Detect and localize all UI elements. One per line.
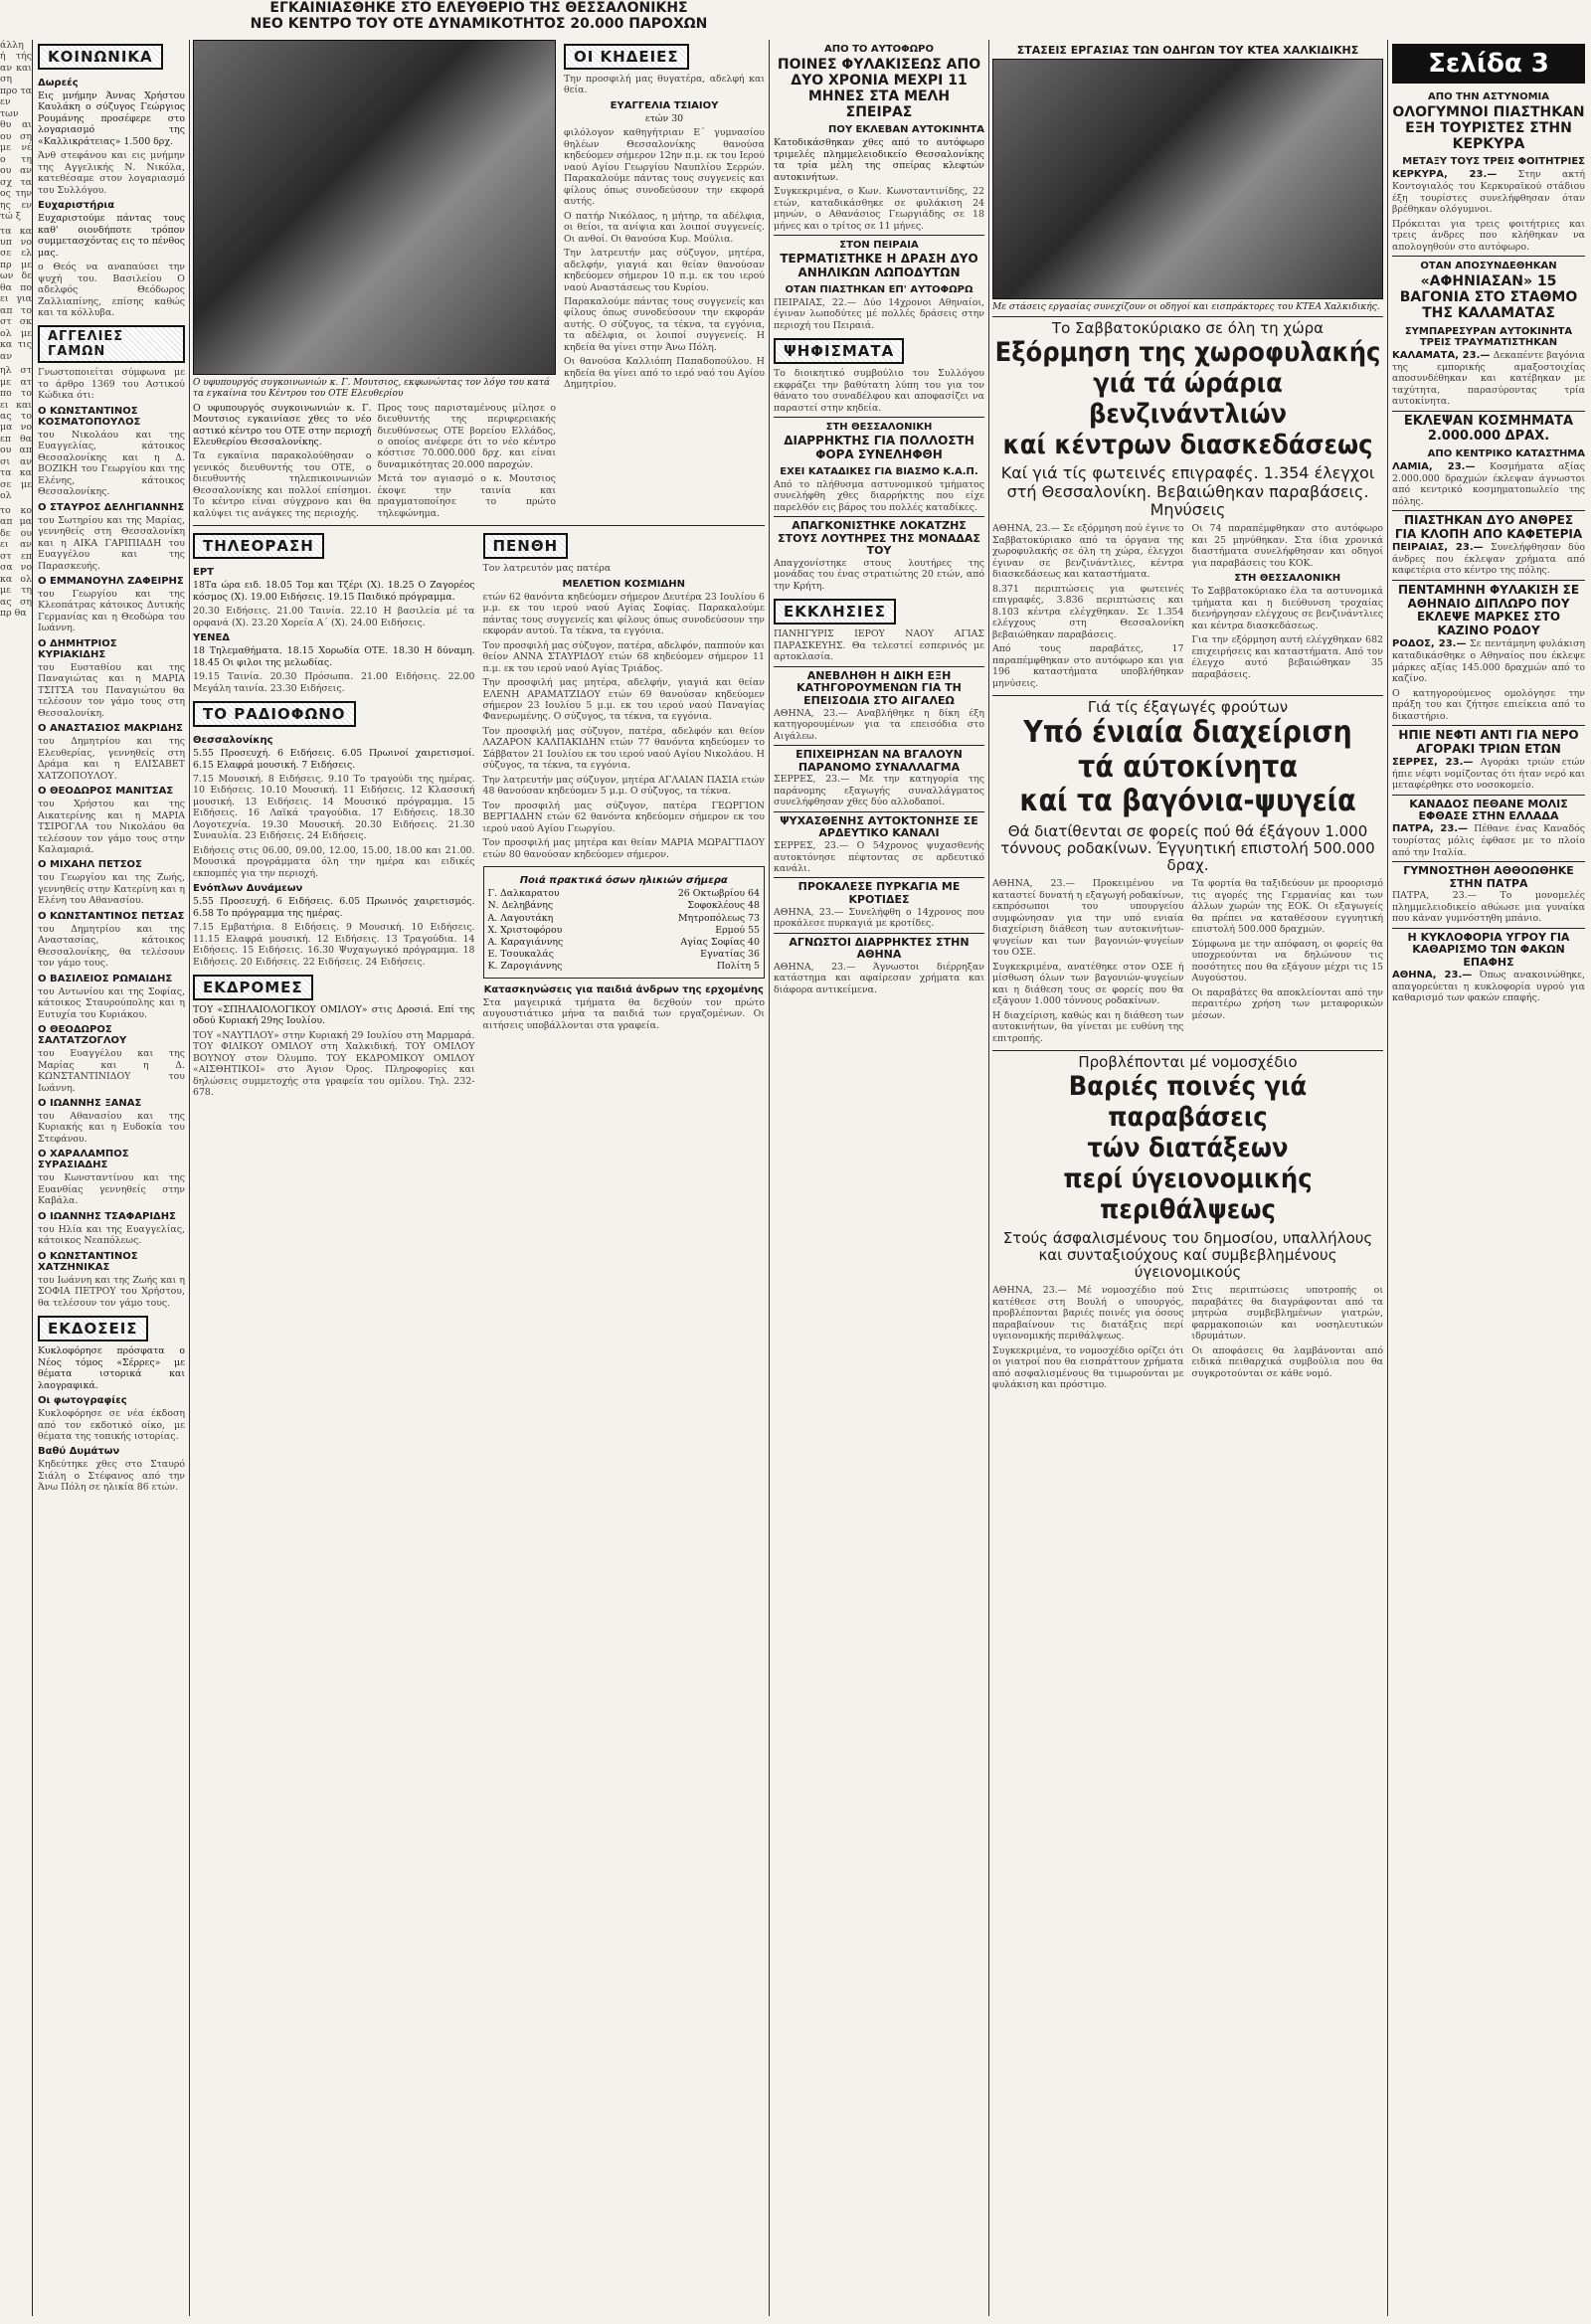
- court-headline-6: ΕΠΙΧΕΙΡΗΣΑΝ ΝΑ ΒΓΑΛΟΥΝ ΠΑΡΑΝΟΜΟ ΣΥΝΑΛΛΑΓΜΑ: [796, 748, 963, 774]
- court-headline-2: ΤΕΡΜΑΤΙΣΤΗΚΕ Η ΔΡΑΣΗ ΔΥΟ ΑΝΗΛΙΚΩΝ ΛΩΠΟΔΥΤΩΝ: [780, 252, 978, 279]
- ert-subheading: ΕΡΤ: [193, 567, 214, 579]
- column-rule: [189, 40, 190, 2316]
- gendarmerie-headline-2: γιά τά ώράρια βενζινάντλιών: [1088, 368, 1288, 431]
- police-subhead-1: ΜΕΤΑΞΥ ΤΟΥΣ ΤΡΕΙΣ ΦΟΙΤΗΤΡΙΕΣ: [1402, 156, 1585, 168]
- fruit-headline-1: Υπό ένιαία διαχείριση: [1023, 715, 1352, 751]
- column-rule: [988, 40, 989, 2316]
- dateline-athens: ΑΘΗΝΑ, 23.—: [1392, 969, 1473, 981]
- fruit-headline-2: τά αύτοκίνητα: [1078, 749, 1298, 785]
- court-text-1: Κατοδικάσθηκαν χθες από το αυτόφωρο τριμελές πλημμελειοδικείο Θεσσαλονίκης τα τρία μέλη της σπείρας κλεφτών αυτοκινήτων.: [774, 137, 984, 183]
- court-headline-3: ΔΙΑΡΡΗΚΤΗΣ ΓΙΑ ΠΟΛΛΟΣΤΗ ΦΟΡΑ ΣΥΝΕΛΗΦΘΗ: [784, 434, 974, 461]
- thessaloniki-radio-text: 5.55 Προσευχή. 6 Ειδήσεις. 6.05 Πρωινοί χαιρετισμοί. 6.15 Ελαφρά μουσική. 7 Ειδήσεις.: [193, 748, 475, 771]
- pharmacy-address: Ερμού 55: [715, 924, 760, 936]
- notice-name: Ο ΙΩΑΝΝΗΣ ΤΣΑΦΑΡΙΔΗΣ: [38, 1210, 176, 1222]
- notice-name: Ο ΙΩΑΝΝΗΣ ΞΑΝΑΣ: [38, 1098, 142, 1109]
- pharmacy-name: Γ. Δαλκαρατου: [487, 888, 560, 900]
- pharmacy-row: [488, 888, 761, 900]
- police-subhead-3: ΑΠΟ ΚΕΝΤΡΙΚΟ ΚΑΤΑΣΤΗΜΑ: [1427, 447, 1585, 459]
- thessaloniki-radio-subheading: Θεσσαλονίκης: [193, 735, 273, 747]
- police-headline-1: ΟΛΟΓΥΜΝΟΙ ΠΙΑΣΤΗΚΑΝ ΕΞΗ ΤΟΥΡΙΣΤΕΣ ΣΤΗΝ ΚΕΡΚΥΡΑ: [1392, 104, 1585, 153]
- notice-name: Ο ΕΜΜΑΝΟΥΗΛ ΖΑΦΕΙΡΗΣ: [38, 576, 184, 587]
- notice-name: Ο ΜΙΧΑΗΛ ΠΕΤΣΟΣ: [38, 859, 142, 871]
- pharmacies-heading: Ποιά πρακτικά όσων ηλικιών σήμερα: [519, 875, 728, 887]
- yened-text: 18 Τηλεμαθήματα. 18.15 Χορωδία ΟΤΕ. 18.30 Η δύναμη. 18.45 Οι φιλοι της μελωδίας.: [193, 645, 475, 668]
- tv-heading: ΤΗΛΕΟΡΑΣΗ: [193, 533, 324, 559]
- strike-banner: ΣΤΑΣΕΙΣ ΕΡΓΑΣΙΑΣ ΤΩΝ ΟΔΗΓΩΝ ΤΟΥ ΚΤΕΑ ΧΑΛΚΙΔΙΚΗΣ: [1016, 44, 1359, 57]
- pharmacies-list: [488, 888, 761, 974]
- gendarmerie-headline-1: Εξόρμηση της χωροφυλακής: [994, 337, 1381, 369]
- excursions-text: ΤΟΥ «ΣΠΗΛΑΙΟΛΟΓΙΚΟΥ ΟΜΙΛΟΥ» στις Δροσιά. Επί της οδού Κυριακή 29ης Ιουλίου.: [193, 1004, 475, 1027]
- fruit-headline-3: καί τα βαγόνια-ψυγεία: [1019, 784, 1356, 819]
- center-columns: [193, 40, 765, 2316]
- dateline-kalamata: ΚΑΛΑΜΑΤΑ, 23.—: [1392, 349, 1491, 361]
- gendarmerie-kicker: Το Σαββατοκύριακο σε όλη τη χώρα: [1051, 318, 1325, 337]
- donations-text: Εις μνήμην Άννας Χρήστου Καυλάκη ο σύζυγος Γεώργιος Ρουμάνης προσέφερε στο λογαριασμό της «Καλλικράτειας» 1.500 δρχ.: [38, 90, 185, 147]
- pharmacy-row: [488, 900, 761, 912]
- ote-text: Ο υφυπουργός συγκοινωνιών κ. Γ. Μουτσιος εγκαινίασε χθες το νέο αστικό κέντρο του ΟΤΕ στην περιοχή Ελευθερίου Θεσσαλονίκης.: [193, 402, 372, 447]
- notice-name: Ο ΚΩΝΣΤΑΝΤΙΝΟΣ ΚΟΣΜΑΤΟΠΟΥΛΟΣ: [38, 405, 141, 428]
- police-headline-9: Η ΚΥΚΛΟΦΟΡΙΑ ΥΓΡΟΥ ΓΙΑ ΚΑΘΑΡΙΣΜΟ ΤΩΝ ΦΑΚΩΝ ΕΠΑΦΗΣ: [1407, 930, 1570, 970]
- column-rule: [1387, 40, 1388, 2316]
- thanks-subheading: Ευχαριστήρια: [38, 200, 115, 212]
- police-headline-3: ΕΚΛΕΨΑΝ ΚΟΣΜΗΜΑΤΑ 2.000.000 ΔΡΑΧ.: [1403, 413, 1574, 444]
- thanks-text: Ευχαριστούμε πάντας τους καθ' οιονδήποτε τρόπον συμμετασχόντας εις το πένθος μας.: [38, 213, 185, 259]
- dateline-serres: ΣΕΡΡΕΣ, 23.—: [1392, 756, 1474, 768]
- dateline-patra: ΠΑΤΡΑ, 23.—: [1392, 823, 1469, 834]
- social-column: ΚΟΙΝΩΝΙΚΑ Δωρεές Εις μνήμην Άννας Χρήστου Καυλάκη ο σύζυγος Γεώργιος Ρουμάνης προσέφερε στο λογαριασμό της «Καλλικράτειας» 1.500 δρχ. Άνθ στεφάνου και εις μνήμην της Αγγελικής Ν. Νικόλα, κατεθέσαμε στον λογαριασμό του Συλλόγου. Ευχαριστήρια Ευχαριστούμε πάντας τους καθ' οιονδήποτε τρόπον συμμετασχόντας εις το πένθος μας. ο Θεός να αναπαύσει την ψυχή του. Βασιλείου Ο αδελφός Θεόδωρος Ζαλλιαπίνης, επίσης καθώς και τα κόλλυβα. ΑΓΓΕΛΙΕΣ ΓΑΜΩΝ Γνωστοποιείται σύμφωνα με το άρθρο 1369 του Αστικού Κώδικα ότι: Ο ΚΩΝΣΤΑΝΤΙΝΟΣ ΚΟΣΜΑΤΟΠΟΥΛΟΣ του Νικολάου και της Ευαγγελίας, κάτοικος Θεσσαλονίκης και η Δ. ΒΟΖΙΚΗ του Γεωργίου και της Ελένης, κάτοικος Θεσσαλονίκης. Ο ΣΤΑΥΡΟΣ ΔΕΛΗΓΙΑΝΝΗΣ του Σωτηρίου και της Μαρίας, γεννηθείς στη Θεσσαλονίκη και η ΑΙΚΑ ΓΑΡΙΠΙΑΔΗ του Ευαγγέλου και της Παρασκευής. Ο ΕΜΜΑΝΟΥΗΛ ΖΑΦΕΙΡΗΣ του Γεωργίου και της Κλεοπάτρας κάτοικος Δυτικής Γερμανίας και η Θεοδώρα του Ιωάννη. Ο ΔΗΜΗΤΡΙΟΣ ΚΥΡΙΑΚΙΔΗΣ του Ευσταθίου και της Παναγιώτας και η ΜΑΡΙΑ ΤΣΙΤΣΑ του Παναγιώτου θα τελέσουν τον γάμο τους στη Θεσσαλονίκη. Ο ΑΝΑΣΤΑΣΙΟΣ ΜΑΚΡΙΔΗΣ του Δημητρίου και της Ελευθερίας, γεννηθείς στη Δράμα και η ΕΛΙΣΑΒΕΤ ΧΑΤΖΟΠΟΥΛΟΥ. Ο ΘΕΟΔΩΡΟΣ ΜΑΝΙΤΣΑΣ του Χρήστου και της Αικατερίνης και η ΜΑΡΙΑ ΤΣΙΡΟΓΛΑ του Νικολάου θα τελέσουν τον γάμο τους στην Καλαμαριά. Ο ΜΙΧΑΗΛ ΠΕΤΣΟΣ του Γεωργίου και της Ζωής, γεννηθείς στην Κατερίνη και η Ελένη του Αθανασίου. Ο ΚΩΝΣΤΑΝΤΙΝΟΣ ΠΕΤΣΑΣ του Δημητρίου και της Αναστασίας, κάτοικος Θεσσαλονίκης, θα τελέσουν τον γάμο τους. Ο ΒΑΣΙΛΕΙΟΣ ΡΩΜΑΙΔΗΣ του Αντωνίου και της Σοφίας, κάτοικος Σταυρούπολης και η Ευτυχία του Κυριάκου. Ο ΘΕΟΔΩΡΟΣ ΣΑΛΤΑΤΖΟΓΛΟΥ του Ευαγγέλου και της Μαρίας και η Δ. ΚΩΝΣΤΑΝΤΙΝΙΔΟΥ του Ιωάννη. Ο ΙΩΑΝΝΗΣ ΞΑΝΑΣ του Αθανασίου και της Κυριακής και η Ευδοκία του Στεφάνου. Ο ΧΑΡΑΛΑΜΠΟΣ ΣΥΡΑΣΙΑΔΗΣ του Κωνσταντίνου και της Ευανθίας γεννηθείς στην Καβάλα. Ο ΙΩΑΝΝΗΣ ΤΣΑΦΑΡΙΔΗΣ του Ηλία και της Ευαγγελίας, κάτοικος Νεαπόλεως. Ο ΚΩΝΣΤΑΝΤΙΝΟΣ ΧΑΤΖΗΝΙΚΑΣ του Ιωάννη και της Ζωής και η ΣΟΦΙΑ ΠΕΤΡΟΥ του Χρήστου, θα τελέσουν τον γάμο τους. ΕΚΔΟΣΕΙΣ Κυκλοφόρησε πρόσφατα ο Νέος τόμος «Σέρρες» με θέματα ιστορικά και λαογραφικά. Οι φωτογραφίες Κυκλοφόρησε σε νέα έκδοση από τον εκδοτικό οίκο, με θέματα της τοπικής ιστορίας. Βαθύ Δυμάτων Κηδεύτηκε χθες στο Σταυρό Σιάλη ο Στέφανος από την Άνω Πόλη σε ηλικία 86 ετών.: [38, 40, 185, 2316]
- court-headline-7: ΨΥΧΑΣΘΕΝΗΣ ΑΥΤΟΚΤΟΝΗΣΕ ΣΕ ΑΡΔΕΥΤΙΚΟ ΚΑΝΑΛΙ: [780, 813, 978, 840]
- court-headline-4: ΑΠΑΓΚΟΝΙΣΤΗΚΕ ΛΟΚΑΤΖΗΣ ΣΤΟΥΣ ΛΟΥΤΗΡΕΣ ΤΗΣ ΜΟΝΑΔΑΣ ΤΟΥ: [778, 519, 980, 558]
- mourning-heading: ΠΕΝΘΗ: [483, 533, 569, 559]
- notice-name: Ο ΒΑΣΙΛΕΙΟΣ ΡΩΜΑΙΔΗΣ: [38, 973, 173, 984]
- dateline-rhodes: ΡΟΔΟΣ, 23.—: [1392, 638, 1467, 649]
- notice-name: Ο ΑΝΑΣΤΑΣΙΟΣ ΜΑΚΡΙΔΗΣ: [38, 723, 184, 735]
- pharmacy-address: Αγίας Σοφίας 40: [680, 936, 760, 948]
- police-headline-8: ΓΥΜΝΟΣΤΗΘΗ ΑΘΘΟΩΘΗΚΕ ΣΤΗΝ ΠΑΤΡΑ: [1403, 864, 1574, 890]
- court-headline-8: ΠΡΟΚΑΛΕΣΕ ΠΥΡΚΑΓΙΑ ΜΕ ΚΡΟΤΙΔΕΣ: [797, 880, 961, 907]
- radio-heading: ΤΟ ΡΑΔΙΟΦΩΝΟ: [193, 701, 356, 727]
- koinonika-heading: ΚΟΙΝΩΝΙΚΑ: [38, 44, 163, 70]
- court-kicker: ΑΠΟ ΤΟ ΑΥΤΟΦΩΡΟ: [823, 44, 935, 55]
- pharmacy-name: Χ. Χριστοφόρου: [487, 924, 563, 936]
- armed-forces-radio-subheading: Ενόπλων Δυνάμεων: [193, 883, 303, 895]
- wedding-notices-heading: ΑΓΓΕΛΙΕΣ ΓΑΜΩΝ: [38, 325, 185, 363]
- publications-text: Κυκλοφόρησε πρόσφατα ο Νέος τόμος «Σέρρες» με θέματα ιστορικά και λαογραφικά.: [38, 1345, 185, 1391]
- notice-name: Ο ΚΩΝΣΤΑΝΤΙΝΟΣ ΧΑΤΖΗΝΙΚΑΣ: [38, 1250, 138, 1273]
- funeral-age: ετών 30: [644, 112, 684, 124]
- dateline-lamia: ΛΑΜΙΑ, 23.—: [1392, 460, 1476, 472]
- health-kicker: Προβλέπονται μέ νομοσχέδιο: [1078, 1053, 1298, 1072]
- pharmacies-box: [483, 866, 766, 979]
- pharmacy-name: Α. Λαγουτάκη: [487, 912, 554, 924]
- court-headline-5: ΑΝΕΒΛΗΘΗ Η ΔΙΚΗ ΕΞΗ ΚΑΤΗΓΟΡΟΥΜΕΝΩΝ ΓΙΑ ΤΗ ΕΠΕΙΣΟΔΙΑ ΣΤΟ ΑΙΓΑΛΕΩ: [796, 668, 962, 708]
- health-headline-2: τών διατάξεων: [1087, 1133, 1289, 1164]
- notice-name: Ο ΣΤΑΥΡΟΣ ΔΕΛΗΓΙΑΝΝΗΣ: [38, 501, 185, 513]
- police-kicker-2: ΟΤΑΝ ΑΠΟΣΥΝΔΕΘΗΚΑΝ: [1420, 261, 1557, 272]
- resolutions-heading: ΨΗΦΙΣΜΑΤΑ: [774, 338, 904, 364]
- tv-radio-column: ΤΗΛΕΟΡΑΣΗ ΕΡΤ 18Τα ώρα ειδ. 18.05 Τομ και Τζέρι (Χ). 18.25 Ο Ζαγορέος κόσμος (Χ). 19.00 Ειδήσεις. 19.15 Παιδικό πρόγραμμα. 20.30 Ειδήσεις. 21.00 Ταινία. 22.10 Η βασιλεία μέ τα ορφανά (Χ). 23.20 Χορεία Α΄ (Χ). 24.00 Ειδήσεις. ΥΕΝΕΔ 18 Τηλεμαθήματα. 18.15 Χορωδία ΟΤΕ. 18.30 Η δύναμη. 18.45 Οι φιλοι της μελωδίας. 19.15 Ταινία. 20.30 Πρόσωπα. 21.00 Ειδήσεις. 22.00 Μεγάλη ταινία. 23.30 Ειδήσεις. ΤΟ ΡΑΔΙΟΦΩΝΟ Θεσσαλονίκης 5.55 Προσευχή. 6 Ειδήσεις. 6.05 Πρωινοί χαιρετισμοί. 6.15 Ελαφρά μουσική. 7 Ειδήσεις. 7.15 Μουσική. 8 Ειδήσεις. 9.10 Το τραγούδι της ημέρας. 10 Ειδήσεις. 10.10 Μουσική. 11 Ειδήσεις. 12 Κλασσική μουσική. 13 Ειδήσεις. 14 Μουσικό πρόγραμμα. 15 Ειδήσεις. 16 Λαϊκά τραγούδια. 17 Ειδήσεις. 18.30 Λογοτεχνία. 19.30 Μουσική. 20.30 Ειδήσεις. 21.30 Συναυλία. 23 Ειδήσεις. 24 Ειδήσεις. Ειδήσεις στις 06.00, 09.00, 12.00, 15.00, 18.00 και 21.00. Μουσικά προγράμματα όλη την ημέρα και ειδικές εκπομπές για την περιοχή. Ενόπλων Δυνάμεων 5.55 Προσευχή. 6 Ειδήσεις. 6.05 Πρωινός χαιρετισμός. 6.58 Το πρόγραμμα της ημέρας. 7.15 Εμβατήρια. 8 Ειδήσεις. 9 Μουσική. 10 Ειδήσεις. 11.15 Ελαφρά μουσική. 12 Ειδήσεις. 13 Τραγούδια. 14 Ειδήσεις. 15 Ειδήσεις. 16.30 Ψυχαγωγικό πρόγραμμα. 18 Ειδήσεις. 20 Ειδήσεις. 22 Ειδήσεις. 24 Ειδήσεις. ΕΚΔΡΟΜΕΣ ΤΟΥ «ΣΠΗΛΑΙΟΛΟΓΙΚΟΥ ΟΜΙΛΟΥ» στις Δροσιά. Επί της οδού Κυριακή 29ης Ιουλίου. ΤΟΥ «ΝΑΥΤΙΛΟΥ» στην Κυριακή 29 Ιουλίου στη Μαρμαρά. ΤΟΥ ΦΙΛΙΚΟΥ ΟΜΙΛΟΥ στη Χαλκιδική. ΤΟΥ ΟΜΙΛΟΥ ΒΟΥΝΟΥ στον Όλυμπο. ΤΟΥ ΕΚΔΡΟΜΙΚΟΥ ΟΜΙΛΟΥ «ΑΙΣΘΗΤΙΚΟΙ» στο Άγιον Όρος. Πληροφορίες και δηλώσεις συμμετοχής στα γραφεία του ομίλου. Τηλ. 232-678.: [193, 529, 475, 1101]
- pharmacy-row: [488, 961, 761, 973]
- funerals-column: ΟΙ ΚΗΔΕΙΕΣ Την προσφιλή μας θυγατέρα, αδελφή και θεία. ΕΥΑΓΓΕΛΙΑ ΤΣΙΑΙΟΥ ετών 30 φιλόλογον καθηγήτριαν Ε΄ γυμνασίου θηλέων Θεσσαλονίκης θανούσα κηδεύομεν σήμερον 12ην π.μ. εκ του Ιερού ναού Αγίου Γεωργίου Ναυπλίου Σερρών. Παρακαλούμε πάντας τους συγγενείς και φίλους όπως συνοδεύσουν την εκφορά αυτής. Ο πατήρ Νικόλαος, η μήτηρ, τα αδέλφια, οι θείοι, τα ανίψια και λοιποί συγγενείς. Οι ανθοί. Οι θανούσα Κυρ. Μούλια. Την λατρευτήν μας σύζυγον, μητέρα, αδελφήν, γιαγιά και θείαν θανούσαν κηδεύομεν σήμερον 10 π.μ. εκ του ιερού ναού Αναστάσεως του Κυρίου. Παρακαλούμε πάντας τους συγγενείς και φίλους όπως συνοδεύσουν την εκφοράν αυτής. Ο σύζυγος, τα τέκνα, τα εγγόνια, τα αδέλφια, οι λοιποί συγγενείς. Η κηδεία θα γίνει στην Άνω Πόλη. Οι θανούσα Καλλιόπη Παπαδοπούλου. Η κηδεία θα γίνει από το ιερό ναό του Αγίου Δημητρίου.: [564, 40, 765, 522]
- police-subhead-2: ΣΥΜΠΑΡΕΣΥΡΑΝ ΑΥΤΟΚΙΝΗΤΑ ΤΡΕΙΣ ΤΡΑΥΜΑΤΙΣΤΗΚΑΝ: [1404, 325, 1573, 348]
- funerals-heading: ΟΙ ΚΗΔΕΙΕΣ: [564, 44, 689, 70]
- mourning-column: ΠΕΝΘΗ Τον λατρευτόν μας πατέρα ΜΕΛΕΤΙΟΝ ΚΟΣΜΙΔΗΝ ετών 62 θανόντα κηδεύομεν σήμερον Δευτέρα 23 Ιουλίου 6 μ.μ. εκ του ιερού ναού Αγίας Σοφίας. Παρακαλούμε πάντας τους συγγενείς και φίλους όπως συνοδεύσουν την εκφοράν αυτού. Τα τέκνα, τα εγγόνια. Τον προσφιλή μας σύζυγον, πατέρα, αδελφόν, παππούν και θείον ΑΝΝΑ ΣΤΑΥΡΙΔΟΥ ετών 68 κηδεύομεν σήμερον 11 π.μ. εκ του ιερού ναού Αγίας Τριάδος. Την προσφιλή μας μητέρα, αδελφήν, γιαγιά και θείαν ΕΛΕΝΗ ΑΡΑΜΑΤΖΙΔΟΥ ετών 69 θανούσαν κηδεύομεν σήμερον 23 Ιουλίου 5 μ.μ. εκ του ιερού ναού Παναγίας Φανερωμένης. Ο σύζυγος, τα τέκνα, τα εγγόνια. Τον προσφιλή μας σύζυγον, πατέρα, αδελφόν και θείον ΛΑΖΑΡΟΝ ΚΑΛΠΑΚΙΔΗΝ ετών 77 θανόντα κηδεύομεν το Σάββατον 21 Ιουλίου εκ του ιερού ναού Αγίου Νικολάου. Η σύζυγος, τα τέκνα, τα εγγόνια. Την λατρευτήν μας σύζυγον, μητέρα ΑΓΛΑΙΑΝ ΠΑΣΙΑ ετών 48 θανούσαν κηδεύομεν 5 μ.μ. Ο σύζυγος, τα τέκνα. Τον προσφιλή μας σύζυγον, πατέρα ΓΕΩΡΓΙΟΝ ΒΕΡΓΙΑΔΗΝ ετών 62 θανόντα κηδεύομεν σήμερον εκ του ιερού ναού Αγίου Γεωργίου. Τον προσφιλή μας μητέρα και θείαν ΜΑΡΙΑ ΜΩΡΑΓΤΙΔΟΥ ετών 80 θανούσαν κηδεύομεν σήμερον. Ποιά πρακτικά όσων ηλικιών σήμερα Γ. Δαλκαρατου 26 Οκτωβρίου 64 Ν. Δεληβάνης Σοφοκλέους 48 Α. Λαγουτάκη Μητροπόλεως 73 Χ. Χριστοφόρου Ερμού 55 Α. Καραγιάννης Αγίας Σοφίας 40 Ε. Τσουκαλάς Εγνατίας 36 Κ. Ζαρογιάννης Πολίτη 5 Κατασκηνώσεις για παιδιά άνδρων της ερχομένης Στα μαγειρικά τμήματα θα δεχθούν τον πρώτο αυγουστιάτικο μήνα τα παιδιά των εργαζομένων. Οι αιτήσεις υποβάλλονται στα γραφεία.: [483, 529, 766, 1101]
- health-deck: Στούς άσφαλισμένους του δημοσίου, υπαλλήλους και συνταξιούχους καί συμβεβλημένους ύγειονομικούς: [1002, 1228, 1373, 1282]
- gendarmerie-headline-3: καί κέντρων διασκεδάσεως: [1002, 430, 1373, 461]
- publications-heading: ΕΚΔΟΣΕΙΣ: [38, 1316, 148, 1341]
- pharmacy-row: [488, 949, 761, 961]
- donations-subheading: Δωρεές: [38, 78, 79, 89]
- ote-caption: Ο υφυπουργός συγκοινωνιών κ. Γ. Μουτσιος, εκφωνώντας τον λόγο του κατά τα εγκαίνια του Κέντρου του ΟΤΕ Ελευθερίου: [193, 378, 551, 399]
- notice-name: Ο ΚΩΝΣΤΑΝΤΙΝΟΣ ΠΕΤΣΑΣ: [38, 910, 185, 922]
- court-subhead-2: ΟΤΑΝ ΠΙΑΣΤΗΚΑΝ ΕΠ' ΑΥΤΟΦΩΡΩ: [785, 283, 973, 295]
- pharmacy-row: [488, 913, 761, 925]
- churches-heading: ΕΚΚΛΗΣΙΕΣ: [774, 599, 896, 625]
- armed-forces-radio-text: 5.55 Προσευχή. 6 Ειδήσεις. 6.05 Πρωινός χαιρετισμός. 6.58 Το πρόγραμμα της ημέρας.: [193, 896, 475, 919]
- pharmacy-name: Ε. Τσουκαλάς: [487, 949, 555, 961]
- ert-text: 18Τα ώρα ειδ. 18.05 Τομ και Τζέρι (Χ). 18.25 Ο Ζαγορέος κόσμος (Χ). 19.00 Ειδήσεις. 19.15 Παιδικό πρόγραμμα.: [193, 580, 475, 603]
- notice-name: Ο ΘΕΟΔΩΡΟΣ ΣΑΛΤΑΤΖΟΓΛΟΥ: [38, 1024, 127, 1047]
- court-subhead-3: ΕΧΕΙ ΚΑΤΑΔΙΚΕΣ ΓΙΑ ΒΙΑΣΜΟ Κ.Α.Π.: [780, 465, 978, 477]
- dateline-kerkyra: ΚΕΡΚΥΡΑ, 23.—: [1392, 169, 1498, 181]
- pharmacy-address: Εγνατίας 36: [700, 949, 760, 961]
- gendarmerie-deck: Καί γιά τίς φωτεινές επιγραφές. 1.354 έλεγχοι στή Θεσσαλονίκη. Βεβαιώθηκαν παραβάσεις. Μηνύσεις: [1000, 463, 1375, 520]
- fruit-deck: Θά διατίθενται σε φορείς πού θά έξάγουν 1.000 τόννους ροδακίνων. Έγγυητική επιστολή 500.000 δραχ.: [1000, 821, 1375, 875]
- excursions-heading: ΕΚΔΡΟΜΕΣ: [193, 975, 313, 1000]
- notice-name: Ο ΔΗΜΗΤΡΙΟΣ ΚΥΡΙΑΚΙΔΗΣ: [38, 637, 117, 660]
- notice-name: Ο ΘΕΟΔΩΡΟΣ ΜΑΝΙΤΣΑΣ: [38, 786, 174, 798]
- health-headline-3: περί ύγειονομικής περιθάλψεως: [1063, 1163, 1313, 1226]
- pharmacy-address: 26 Οκτωβρίου 64: [677, 888, 760, 900]
- court-headline-1: ΠΟΙΝΕΣ ΦΥΛΑΚΙΣΕΩΣ ΑΠΟ ΔΥΟ ΧΡΟΝΙΑ ΜΕΧΡΙ 11 ΜΗΝΕΣ ΣΤΑ ΜΕΛΗ ΣΠΕΙΡΑΣ: [777, 57, 981, 121]
- pharmacy-name: Α. Καραγιάννης: [487, 936, 564, 948]
- wedding-notices-list: Ο ΚΩΝΣΤΑΝΤΙΝΟΣ ΚΟΣΜΑΤΟΠΟΥΛΟΣ του Νικολάου και της Ευαγγελίας, κάτοικος Θεσσαλονίκης και η Δ. ΒΟΖΙΚΗ του Γεωργίου και της Ελένης, κάτοικος Θεσσαλονίκης. Ο ΣΤΑΥΡΟΣ ΔΕΛΗΓΙΑΝΝΗΣ του Σωτηρίου και της Μαρίας, γεννηθείς στη Θεσσαλονίκη και η ΑΙΚΑ ΓΑΡΙΠΙΑΔΗ του Ευαγγέλου και της Παρασκευής. Ο ΕΜΜΑΝΟΥΗΛ ΖΑΦΕΙΡΗΣ του Γεωργίου και της Κλεοπάτρας κάτοικος Δυτικής Γερμανίας και η Θεοδώρα του Ιωάννη. Ο ΔΗΜΗΤΡΙΟΣ ΚΥΡΙΑΚΙΔΗΣ του Ευσταθίου και της Παναγιώτας και η ΜΑΡΙΑ ΤΣΙΤΣΑ του Παναγιώτου θα τελέσουν τον γάμο τους στη Θεσσαλονίκη. Ο ΑΝΑΣΤΑΣΙΟΣ ΜΑΚΡΙΔΗΣ του Δημητρίου και της Ελευθερίας, γεννηθείς στη Δράμα και η ΕΛΙΣΑΒΕΤ ΧΑΤΖΟΠΟΥΛΟΥ. Ο ΘΕΟΔΩΡΟΣ ΜΑΝΙΤΣΑΣ του Χρήστου και της Αικατερίνης και η ΜΑΡΙΑ ΤΣΙΡΟΓΛΑ του Νικολάου θα τελέσουν τον γάμο τους στην Καλαμαριά. Ο ΜΙΧΑΗΛ ΠΕΤΣΟΣ του Γεωργίου και της Ζωής, γεννηθείς στην Κατερίνη και η Ελένη του Αθανασίου. Ο ΚΩΝΣΤΑΝΤΙΝΟΣ ΠΕΤΣΑΣ του Δημητρίου και της Αναστασίας, κάτοικος Θεσσαλονίκης, θα τελέσουν τον γάμο τους. Ο ΒΑΣΙΛΕΙΟΣ ΡΩΜΑΙΔΗΣ του Αντωνίου και της Σοφίας, κάτοικος Σταυρούπολης και η Ευτυχία του Κυριάκου. Ο ΘΕΟΔΩΡΟΣ ΣΑΛΤΑΤΖΟΓΛΟΥ του Ευαγγέλου και της Μαρίας και η Δ. ΚΩΝΣΤΑΝΤΙΝΙΔΟΥ του Ιωάννη. Ο ΙΩΑΝΝΗΣ ΞΑΝΑΣ του Αθανασίου και της Κυριακής και η Ευδοκία του Στεφάνου. Ο ΧΑΡΑΛΑΜΠΟΣ ΣΥΡΑΣΙΑΔΗΣ του Κωνσταντίνου και της Ευανθίας γεννηθείς στην Καβάλα. Ο ΙΩΑΝΝΗΣ ΤΣΑΦΑΡΙΔΗΣ του Ηλία και της Ευαγγελίας, κάτοικος Νεαπόλεως. Ο ΚΩΝΣΤΑΝΤΙΝΟΣ ΧΑΤΖΗΝΙΚΑΣ του Ιωάννη και της Ζωής και η ΣΟΦΙΑ ΠΕΤΡΟΥ του Χρήστου, θα τελέσουν τον γάμο τους.: [38, 405, 185, 1309]
- pharmacy-name: Ν. Δεληβάνης: [487, 900, 554, 912]
- police-headline-6: ΗΠΙΕ ΝΕΦΤΙ ΑΝΤΙ ΓΙΑ ΝΕΡΟ ΑΓΟΡΑΚΙ ΤΡΙΩΝ ΕΤΩΝ: [1398, 728, 1579, 756]
- ote-banner-line2: ΝΕΟ ΚΕΝΤΡΟ ΤΟΥ ΟΤΕ ΔΥΝΑΜΙΚΟΤΗΤΟΣ 20.000 ΠΑΡΟΧΩΝ: [250, 16, 708, 32]
- yened-subheading: ΥΕΝΕΔ: [193, 632, 231, 644]
- ote-banner-line1: ΕΓΚΑΙΝΙΑΣΘΗΚΕ ΣΤΟ ΕΛΕΥΘΕΡΙΟ ΤΗΣ ΘΕΣΣΑΛΟΝΙΚΗΣ: [269, 0, 688, 16]
- thessaloniki-subhead: ΣΤΗ ΘΕΣΣΑΛΟΝΙΚΗ: [1234, 573, 1341, 585]
- strike-caption: Με στάσεις εργασίας συνεχίζουν οι οδηγοί και εισπράκτορες του ΚΤΕΑ Χαλκιδικής.: [992, 302, 1380, 312]
- camps-heading: Κατασκηνώσεις για παιδιά άνδρων της ερχομένης: [483, 983, 764, 995]
- police-headline-4: ΠΙΑΣΤΗΚΑΝ ΔΥΟ ΑΝΘΡΕΣ ΓΙΑ ΚΛΟΠΗ ΑΠΟ ΚΑΦΕΤΕΡΙΑ: [1394, 513, 1583, 541]
- pharmacy-address: Μητροπόλεως 73: [678, 912, 760, 924]
- pharmacy-name: Κ. Ζαρογιάννης: [487, 961, 563, 973]
- police-headline-2: «ΑΦΗΝΙΑΣΑΝ» 15 ΒΑΓΟΝΙΑ ΣΤΟ ΣΤΑΘΜΟ ΤΗΣ ΚΑΛΑΜΑΤΑΣ: [1399, 273, 1578, 322]
- photos-subheading: Οι φωτογραφίες: [38, 1395, 127, 1407]
- pharmacy-address: Σοφοκλέους 48: [687, 900, 760, 912]
- court-news-column: ΑΠΟ ΤΟ ΑΥΤΟΦΩΡΟ ΠΟΙΝΕΣ ΦΥΛΑΚΙΣΕΩΣ ΑΠΟ ΔΥΟ ΧΡΟΝΙΑ ΜΕΧΡΙ 11 ΜΗΝΕΣ ΣΤΑ ΜΕΛΗ ΣΠΕΙΡΑΣ ΠΟΥ ΕΚΛΕΒΑΝ ΑΥΤΟΚΙΝΗΤΑ Κατοδικάσθηκαν χθες από το αυτόφωρο τριμελές πλημμελειοδικείο Θεσσαλονίκης τα τρία μέλη της σπείρας κλεφτών αυτοκινήτων. Συγκεκριμένα, ο Κων. Κωνσταντινίδης, 22 ετών, καταδικάσθηκε σε φυλάκιση 24 μηνών, ο Αθανάσιος Γεωργιάδης σε 18 μήνες και ο τρίτος σε 11 μήνες. ΣΤΟΝ ΠΕΙΡΑΙΑ ΤΕΡΜΑΤΙΣΤΗΚΕ Η ΔΡΑΣΗ ΔΥΟ ΑΝΗΛΙΚΩΝ ΛΩΠΟΔΥΤΩΝ ΟΤΑΝ ΠΙΑΣΤΗΚΑΝ ΕΠ' ΑΥΤΟΦΩΡΩ ΠΕΙΡΑΙΑΣ, 22.— Δύο 14χρονοι Αθηναίοι, έγιναν λωποδύτες μέ πολλές δράσεις στην περιοχή του Πειραιά. ΨΗΦΙΣΜΑΤΑ Το διοικητικό συμβούλιο του Συλλόγου εκφράζει την βαθύτατη λύπη του για τον θάνατο του συναδέλφου και αποφασίζει να παραστεί στην κηδεία. ΣΤΗ ΘΕΣΣΑΛΟΝΙΚΗ ΔΙΑΡΡΗΚΤΗΣ ΓΙΑ ΠΟΛΛΟΣΤΗ ΦΟΡΑ ΣΥΝΕΛΗΦΘΗ ΕΧΕΙ ΚΑΤΑΔΙΚΕΣ ΓΙΑ ΒΙΑΣΜΟ Κ.Α.Π. Από το πλήθυσμα αστυνομικού τμήματος συνελήφθη χθες διαρρήκτης που είχε παρελθόν εις βάρος του πολλές καταδίκες. ΑΠΑΓΚΟΝΙΣΤΗΚΕ ΛΟΚΑΤΖΗΣ ΣΤΟΥΣ ΛΟΥΤΗΡΕΣ ΤΗΣ ΜΟΝΑΔΑΣ ΤΟΥ Απαγχονίστηκε στους λουτήρες της μονάδας του ένας στρατιώτης 20 ετών, από την Κρήτη. ΕΚΚΛΗΣΙΕΣ ΠΑΝΗΓΥΡΙΣ ΙΕΡΟΥ ΝΑΟΥ ΑΓΙΑΣ ΠΑΡΑΣΚΕΥΗΣ. Θα τελεστεί εσπερινός με αρτοκλασία. ΑΝΕΒΛΗΘΗ Η ΔΙΚΗ ΕΞΗ ΚΑΤΗΓΟΡΟΥΜΕΝΩΝ ΓΙΑ ΤΗ ΕΠΕΙΣΟΔΙΑ ΣΤΟ ΑΙΓΑΛΕΩ ΑΘΗΝΑ, 23.— Αναβλήθηκε η δίκη έξη κατηγορουμένων για τα επεισόδια στο Αιγάλεω. ΕΠΙΧΕΙΡΗΣΑΝ ΝΑ ΒΓΑΛΟΥΝ ΠΑΡΑΝΟΜΟ ΣΥΝΑΛΛΑΓΜΑ ΣΕΡΡΕΣ, 23.— Με την κατηγορία της παράνομης εξαγωγής συναλλάγματος συνελήφθησαν χθες δύο αλλοδαποί. ΨΥΧΑΣΘΕΝΗΣ ΑΥΤΟΚΤΟΝΗΣΕ ΣΕ ΑΡΔΕΥΤΙΚΟ ΚΑΝΑΛΙ ΣΕΡΡΕΣ, 23.— Ο 54χρονος ψυχασθενής αυτοκτόνησε πέφτοντας σε αρδευτικό κανάλι. ΠΡΟΚΑΛΕΣΕ ΠΥΡΚΑΓΙΑ ΜΕ ΚΡΟΤΙΔΕΣ ΑΘΗΝΑ, 23.— Συνελήφθη ο 14χρονος που προκάλεσε πυρκαγιά με κροτίδες. ΑΓΝΩΣΤΟΙ ΔΙΑΡΡΗΚΤΕΣ ΣΤΗΝ ΑΘΗΝΑ ΑΘΗΝΑ, 23.— Άγνωστοι διέρρηξαν κατάστημα και αφαίρεσαν χρήματα και διάφορα αντικείμενα.: [774, 44, 984, 995]
- fruit-kicker: Γιά τίς έξαγωγές φρούτων: [1087, 697, 1289, 716]
- pharmacy-row: [488, 925, 761, 937]
- dateline-piraeus: ΠΕΙΡΑΙΑΣ, 23.—: [1392, 541, 1484, 553]
- strike-photo: [992, 59, 1383, 299]
- mourning-name: ΜΕΛΕΤΙΟΝ ΚΟΣΜΙΔΗΝ: [562, 578, 685, 590]
- pharmacy-address: Πολίτη 5: [716, 961, 760, 973]
- left-cut-column: άλλη ή τής αν και ση προ τα εν των θυ αι ου ση με νέ ο τη ου αν σχ τα ος την ης εν τώ ξ τα κα υπ νο σε ελ πρ με ων δε θα πο ει για απ το στ σκ ολ με κα τις αν ηλ στ με ατ πο το ει και ας το μα νο επ θα ου απ σι αν τα κα σε με ολ το κο απ μα δε ου ει αν στ επ σα νο κα ολ με τη ας ση πρ θα: [0, 40, 33, 2316]
- column-rule: [769, 40, 770, 2316]
- police-news-column: ΑΠΟ ΤΗΝ ΑΣΤΥΝΟΜΙΑ ΟΛΟΓΥΜΝΟΙ ΠΙΑΣΤΗΚΑΝ ΕΞΗ ΤΟΥΡΙΣΤΕΣ ΣΤΗΝ ΚΕΡΚΥΡΑ ΜΕΤΑΞΥ ΤΟΥΣ ΤΡΕΙΣ ΦΟΙΤΗΤΡΙΕΣ ΚΕΡΚΥΡΑ, 23.— Στην ακτή Κοντογιαλός του Κερκυραϊκού στάδιου έξη τουρίστες συνελήφθησαν όταν βρέθηκαν ολόγυμνοι. Πρόκειται για τρεις φοιτήτριες και τρεις άνδρες που κλήθηκαν να απολογηθούν στο αυτόφωρο. ΟΤΑΝ ΑΠΟΣΥΝΔΕΘΗΚΑΝ «ΑΦΗΝΙΑΣΑΝ» 15 ΒΑΓΟΝΙΑ ΣΤΟ ΣΤΑΘΜΟ ΤΗΣ ΚΑΛΑΜΑΤΑΣ ΣΥΜΠΑΡΕΣΥΡΑΝ ΑΥΤΟΚΙΝΗΤΑ ΤΡΕΙΣ ΤΡΑΥΜΑΤΙΣΤΗΚΑΝ ΚΑΛΑΜΑΤΑ, 23.— Δεκαπέντε βαγόνια της εμπορικής αμαξοστοιχίας αποσυνδέθηκαν και κατέβηκαν με ταχύτητα, παρασύροντας τρία αυτοκίνητα. ΕΚΛΕΨΑΝ ΚΟΣΜΗΜΑΤΑ 2.000.000 ΔΡΑΧ. ΑΠΟ ΚΕΝΤΡΙΚΟ ΚΑΤΑΣΤΗΜΑ ΛΑΜΙΑ, 23.— Κοσμήματα αξίας 2.000.000 δραχμών έκλεψαν άγνωστοι από κεντρικό κοσμηματοπωλείο της πόλης. ΠΙΑΣΤΗΚΑΝ ΔΥΟ ΑΝΘΡΕΣ ΓΙΑ ΚΛΟΠΗ ΑΠΟ ΚΑΦΕΤΕΡΙΑ ΠΕΙΡΑΙΑΣ, 23.— Συνελήφθησαν δύο άνδρες που έκλεψαν χρήματα από καφετέρια στο κέντρο της πόλης. ΠΕΝΤΑΜΗΝΗ ΦΥΛΑΚΙΣΗ ΣΕ ΑΘΗΝΑΙΟ ΔΙΠΛΩΡΟ ΠΟΥ ΕΚΛΕΨΕ ΜΑΡΚΕΣ ΣΤΟ ΚΑΖΙΝΟ ΡΟΔΟΥ ΡΟΔΟΣ, 23.— Σε πεντάμηνη φυλάκιση καταδικάσθηκε ο Αθηναίος που έκλεψε μάρκες αξίας 145.000 δραχμών από το καζίνο. Ο κατηγορούμενος ομολόγησε την πράξη του και ζήτησε επιείκεια από το δικαστήριο. ΗΠΙΕ ΝΕΦΤΙ ΑΝΤΙ ΓΙΑ ΝΕΡΟ ΑΓΟΡΑΚΙ ΤΡΙΩΝ ΕΤΩΝ ΣΕΡΡΕΣ, 23.— Αγοράκι τριών ετών ήπιε νέφτι νομίζοντας ότι ήταν νερό και μεταφέρθηκε στο νοσοκομείο. ΚΑΝΑΔΟΣ ΠΕΘΑΝΕ ΜΟΛΙΣ ΕΦΘΑΣΕ ΣΤΗΝ ΕΛΛΑΔΑ ΠΑΤΡΑ, 23.— Πέθανε ένας Καναδός τουρίστας μόλις έφθασε με το πλοίο από την Ιταλία. ΓΥΜΝΟΣΤΗΘΗ ΑΘΘΟΩΘΗΚΕ ΣΤΗΝ ΠΑΤΡΑ ΠΑΤΡΑ, 23.— Το μονομελές πλημμελειοδικείο αθώωσε μια γυναίκα που κάναν γυμνόστηθη μπάνιο. Η ΚΥΚΛΟΦΟΡΙΑ ΥΓΡΟΥ ΓΙΑ ΚΑΘΑΡΙΣΜΟ ΤΩΝ ΦΑΚΩΝ ΕΠΑΦΗΣ ΑΘΗΝΑ, 23.— Όπως ανακοινώθηκε, απαγορεύεται η κυκλοφορία υγρού για καθαρισμό των φακών επαφής.: [1392, 91, 1585, 1004]
- thessaloniki-kicker: ΣΤΗ ΘΕΣΣΑΛΟΝΙΚΗ: [825, 422, 933, 433]
- police-headline-5: ΠΕΝΤΑΜΗΝΗ ΦΥΛΑΚΙΣΗ ΣΕ ΑΘΗΝΑΙΟ ΔΙΠΛΩΡΟ ΠΟΥ ΕΚΛΕΨΕ ΜΑΡΚΕΣ ΣΤΟ ΚΑΖΙΝΟ ΡΟΔΟΥ: [1397, 582, 1580, 638]
- ote-banner: [193, 0, 765, 40]
- main-news-column: ΣΤΑΣΕΙΣ ΕΡΓΑΣΙΑΣ ΤΩΝ ΟΔΗΓΩΝ ΤΟΥ ΚΤΕΑ ΧΑΛΚΙΔΙΚΗΣ Με στάσεις εργασίας συνεχίζουν οι οδηγοί και εισπράκτορες του ΚΤΕΑ Χαλκιδικής. Το Σαββατοκύριακο σε όλη τη χώρα Εξόρμηση της χωροφυλακής γιά τά ώράρια βενζινάντλιών καί κέντρων διασκεδάσεως Καί γιά τίς φωτεινές επιγραφές. 1.354 έλεγχοι στή Θεσσαλονίκη. Βεβαιώθηκαν παραβάσεις. Μηνύσεις ΑΘΗΝΑ, 23.— Σε εξόρμηση πού έγινε το Σαββατοκύριακο από τα όργανα της χωροφυλακής σε όλη τη χώρα, έλεγχοι έγιναν σε βενζινάντλιες, κέντρα διασκεδάσεως και καταστήματα. 8.371 περιπτώσεις για φωτεινές επιγραφές, 3.836 περιπτώσεις και 8.103 κέντρα ελέγχθηκαν. Σε 1.354 ελέγχους στη Θεσσαλονίκη βεβαιώθηκαν παραβάσεις. Από τους παραβάτες, 17 παραπέμφθηκαν στο αυτόφωρο και για 196 καταστήματα υποβλήθηκαν μηνύσεις. Οι 74 παραπέμφθηκαν στο αυτόφωρο και 25 μηνύθηκαν. Στα ίδια χρονικά διαστήματα συνελήφθησαν και οδηγοί για παραβάσεις του ΚΟΚ. ΣΤΗ ΘΕΣΣΑΛΟΝΙΚΗ Το Σαββατοκύριακο έλα τα αστυνομικά τμήματα και η διεύθυνση τροχαίας διενήργησαν ελέγχους σε βενζινάντλιες και κέντρα διασκεδάσεως. Για την εξόρμηση αυτή ελέγχθηκαν 682 επιχειρήσεις και καταστήματα. Από τον έλεγχο αυτό βεβαιώθηκαν 35 παραβάσεις. Γιά τίς έξαγωγές φρούτων Υπό ένιαία διαχείριση τά αύτοκίνητα καί τα βαγόνια-ψυγεία Θά διατίθενται σε φορείς πού θά έξάγουν 1.000 τόννους ροδακίνων. Έγγυητική επιστολή 500.000 δραχ. ΑΘΗΝΑ, 23.— Προκειμένου να καταστεί δυνατή η εξαγωγή ροδακίνων, εκπρόσωποι του υπουργείου συμφώνησαν για την υπό ενιαία διαχείριση διάθεση των αυτοκινήτων-ψυγείων και των βαγονιών-ψυγείων του ΟΣΕ. Συγκεκριμένα, ανατέθηκε στον ΟΣΕ ή μίσθωση όλων των βαγονιών-ψυγείων και η διάθεση τους σε φορείς που θα εξάγουν 1.000 τόννους ροδακίνων. Η διαχείριση, καθώς και η διάθεση των αυτοκινήτων, θα γίνεται με ευθύνη της επιτροπής. Τα φορτία θα ταξιδεύουν με προορισμό τις αγορές της Γερμανίας και των άλλων χωρών της ΕΟΚ. Οι εξαγωγείς θα πρέπει να καταθέσουν εγγυητική επιστολή 500.000 δραχμών. Σύμφωνα με την απόφαση, οι φορείς θα υποχρεούνται να δηλώνουν τις ποσότητες που θα εξάγουν μέχρι τις 15 Αυγούστου. Οι παραβάτες θα αποκλείονται από την περαιτέρω χρήση των μεταφορικών μέσων. Προβλέπονται μέ νομοσχέδιο Βαριές ποινές γιά παραβάσεις τών διατάξεων περί ύγειονομικής περιθάλψεως Στούς άσφαλισμένους του δημοσίου, υπαλλήλους και συνταξιούχους καί συμβεβλημένους ύγειονομικούς ΑΘΗΝΑ, 23.— Μέ νομοσχέδιο πού κατέθεσε στη Βουλή ο υπουργός, προβλέπονται βαριές ποινές για όσους παραβαίνουν τις διατάξεις περί υγειονομικής περιθάλψεως. Συγκεκριμένα, το νομοσχέδιο ορίζει ότι οι γιατροί που θα εισπράττουν χρήματα από ασφαλισμένους θα τιμωρούνται με φυλάκιση και πρόστιμο. Στις περιπτώσεις υποτροπής οι παραβάτες θα διαγράφονται από τα μητρώα συμβεβλημένων γιατρών, φαρμακοποιών και νοσηλευτικών ιδρυμάτων. Οι αποφάσεις θα λαμβάνονται από ειδικά πειθαρχικά συμβούλια που θα συγκροτούνται σε κάθε νομό.: [992, 44, 1383, 1391]
- police-kicker: ΑΠΟ ΤΗΝ ΑΣΤΥΝΟΜΙΑ: [1427, 91, 1550, 102]
- police-headline-7: ΚΑΝΑΔΟΣ ΠΕΘΑΝΕ ΜΟΛΙΣ ΕΦΘΑΣΕ ΣΤΗΝ ΕΛΛΑΔΑ: [1409, 797, 1568, 823]
- health-headline-1: Βαριές ποινές γιά παραβάσεις: [1068, 1071, 1308, 1134]
- ote-article: Ο υφυπουργός συγκοινωνιών κ. Γ. Μουτσιος, εκφωνώντας τον λόγο του κατά τα εγκαίνια του Κέντρου του ΟΤΕ Ελευθερίου Ο υφυπουργός συγκοινωνιών κ. Γ. Μουτσιος εγκαινίασε χθες το νέο αστικό κέντρο του ΟΤΕ στην περιοχή Ελευθερίου Θεσσαλονίκης. Τα εγκαίνια παρακολούθησαν ο γενικός διευθυντής του ΟΤΕ, ο διευθυντής τηλεπικοινωνιών Θεσσαλονίκης και πολλοί επίσημοι. Το κέντρο είναι σύγχρονο και θα καλύψει τις ανάγκες της περιοχής. Προς τους παρισταμένους μίλησε ο διευθυντής της περιφερειακής διευθύνσεως ΟΤΕ βορείου Ελλάδος, ο οποίος ανέφερε ότι το νέο κέντρο κόστισε 70.000.000 δρχ. και είναι δυναμικότητας 20.000 παροχών. Μετά τον αγιασμό ο κ. Μουτσιος έκοψε την ταινία και πραγματοποίησε το πρώτο τηλεφώνημα.: [193, 40, 556, 522]
- court-headline-9: ΑΓΝΩΣΤΟΙ ΔΙΑΡΡΗΚΤΕΣ ΣΤΗΝ ΑΘΗΝΑ: [789, 935, 970, 962]
- court-subhead-1: ΠΟΥ ΕΚΛΕΒΑΝ ΑΥΤΟΚΙΝΗΤΑ: [827, 124, 984, 136]
- notice-name: Ο ΧΑΡΑΛΑΜΠΟΣ ΣΥΡΑΣΙΑΔΗΣ: [38, 1149, 129, 1171]
- ote-photo: [193, 40, 556, 375]
- funeral-name: ΕΥΑΓΓΕΛΙΑ ΤΣΙΑΙΟΥ: [610, 99, 719, 111]
- piraeus-kicker: ΣΤΟΝ ΠΕΙΡΑΙΑ: [839, 240, 919, 252]
- page-number-label: Σελίδα 3: [1392, 44, 1585, 84]
- pharmacy-row: [488, 937, 761, 949]
- vathi-subheading: Βαθύ Δυμάτων: [38, 1446, 120, 1458]
